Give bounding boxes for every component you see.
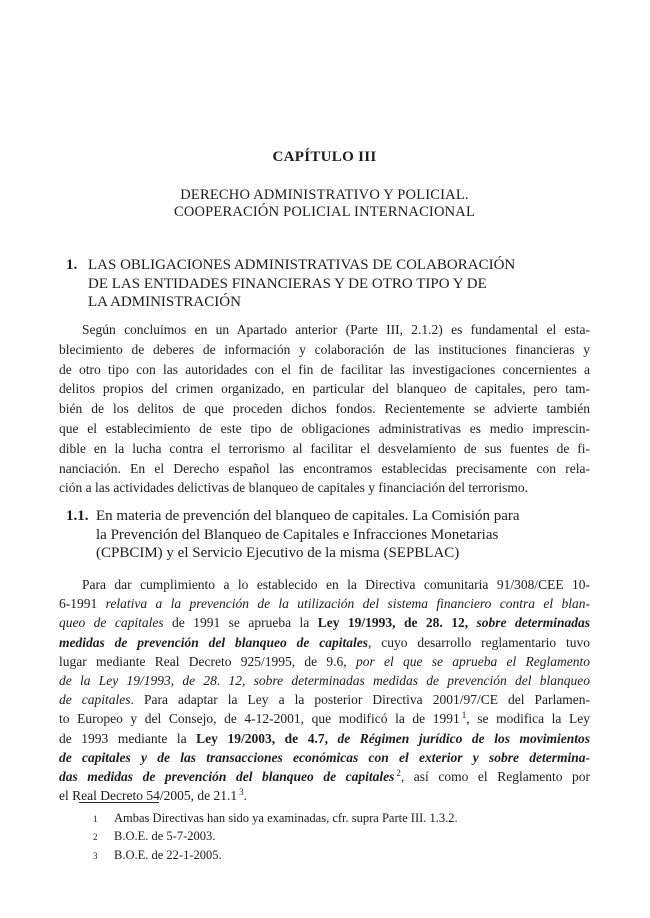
section-1-heading-text [88,256,590,312]
footnote-separator-rule [79,802,159,803]
text-line [59,320,590,340]
text-line [59,652,590,671]
text-line [59,613,590,632]
text-line [59,459,590,479]
footnotes-block [59,809,590,864]
text-segment: bién de los delitos de que proceden dichos fondos. Recientemente se advierte también [59,401,590,417]
text-line [59,187,590,204]
footnote-text: B.O.E. de 22-1-2005. [114,847,222,862]
text-line [59,729,590,748]
text-segment: lugar mediante Real Decreto 925/1995, de 9.6, [59,653,356,669]
text-line [96,507,590,526]
section-1-1-heading-text [96,507,590,563]
text-segment: . Para adaptar la Ley a la posterior Directiva 2001/97/CE del Parlamen- [130,692,591,708]
text-line [59,379,590,399]
text-segment: Ley 19/1993, de 28. 12, [317,615,477,631]
text-line [59,594,590,613]
footnote-number: 1 [93,814,98,824]
text-segment: En materia de prevención del blanqueo de capitales. La Comisión para [96,508,520,524]
text-segment: Ley 19/2003, de 4.7, [196,730,338,746]
text-segment: nanciación. En el Derecho español las encontramos establecidas precisamente con rela- [59,460,590,476]
text-segment: que el establecimiento de este tipo de obligaciones administrativas es medio imprescin- [59,420,590,436]
text-segment: blecimiento de deberes de información y colaboración de las instituciones financieras y [59,341,590,357]
text-segment: medidas de prevención del blanqueo de capitales [59,634,368,650]
footnote [59,846,590,864]
text-line [96,526,590,545]
text-line [59,748,590,767]
footnote-text: B.O.E. de 5-7-2003. [114,829,216,844]
section-1-1-number: 1.1. [66,508,89,524]
chapter-heading: CAPÍTULO III [272,149,377,165]
text-line [59,439,590,459]
text-segment: dible en la lucha contra el terrorismo al facilitar el desvelamiento de sus fuentes de fi- [59,440,590,456]
text-segment: , cuyo desarrollo reglamentario tuvo [367,634,591,650]
text-segment: la Prevención del Blanqueo de Capitales e Infracciones Monetarias [96,526,499,543]
text-segment: (CPBCIM) y el Servicio Ejecutivo de la misma (SEPBLAC) [96,545,460,561]
text-line [59,709,590,728]
text-line [59,575,590,594]
text-segment: por el que se aprueba el Reglamento [355,653,591,669]
text-line [59,690,590,709]
text-segment: Para dar cumplimiento a lo establecido en la Directiva comunitaria 91/308/CEE 10- [82,577,590,592]
text-line [59,671,590,690]
chapter-title [59,187,590,221]
text-line [59,419,590,439]
text-line [59,767,590,786]
footnote [59,827,590,845]
text-segment: . [243,788,247,804]
paragraph-2 [59,575,590,805]
text-segment: de otro tipo con las autoridades con el fin de facilitar las investigaciones concernientes a [59,361,590,377]
text-segment: de Régimen jurídico de los movimientos [337,730,590,746]
text-segment: LA ADMINISTRACIÓN [88,294,241,310]
text-line [59,478,590,498]
text-segment: de 1993 mediante la [59,730,197,746]
text-segment: DERECHO ADMINISTRATIVO Y POLICIAL. [180,187,469,203]
section-1-heading [59,256,590,312]
text-segment: COOPERACIÓN POLICIAL INTERNACIONAL [173,204,476,220]
text-segment: relativa a la prevención de la utilización del sistema financiero contra el blan- [105,596,591,612]
footnote [59,809,590,827]
text-line [59,340,590,360]
text-segment: sobre determinadas [476,615,590,631]
text-segment: , se modifica la Ley [466,711,590,727]
section-1-1-heading [59,507,590,563]
text-line [59,360,590,380]
footnote-marker: 2 [396,767,401,778]
footnote-marker: 3 [239,786,244,797]
text-segment: LAS OBLIGACIONES ADMINISTRATIVAS DE COLABORACIÓN [88,257,516,273]
text-line [96,544,590,563]
text-segment: to Europeo y del Consejo, de 4-12-2001, que modificó la de 1991 [59,711,460,727]
text-segment: de capitales y de las transacciones económicas con el exterior y sobre determina- [59,749,590,765]
footnote-number: 2 [93,832,98,843]
text-segment: das medidas de prevención del blanqueo de capitales [59,769,395,785]
text-segment: , así como el Reglamento por [400,769,590,785]
section-1-number: 1. [66,257,78,273]
text-line [88,256,590,275]
text-line [88,293,590,312]
text-segment: DE LAS ENTIDADES FINANCIERAS Y DE OTRO TIPO Y DE [88,275,487,292]
text-segment: ción a las actividades delictivas de blanqueo de capitales y financiación del terrorismo. [59,480,528,496]
text-line [59,399,590,419]
text-segment: de 1991 se aprueba la [163,615,318,631]
text-segment: Según concluimos en un Apartado anterior (Parte III, 2.1.2) es fundamental el esta- [82,322,590,337]
footnote-number: 3 [93,850,98,861]
text-segment: delitos propios del crimen organizado, en particular del blanqueo de capitales, pero tam- [59,381,590,397]
text-segment: queo de capitales [59,615,164,631]
footnote-marker: 1 [461,709,467,720]
text-line [88,275,590,294]
text-line [59,633,590,652]
text-segment: el Real Decreto 54/2005, de 21.1 [59,788,238,804]
text-line [59,204,590,221]
text-segment: de capitales [59,692,131,708]
footnote-text: Ambas Directivas han sido ya examinadas, cfr. supra Parte III. 1.3.2. [114,811,458,825]
text-segment: de la Ley 19/1993, de 28. 12, sobre determinadas medidas de prevención del blanqueo [59,673,590,689]
paragraph-1 [59,320,590,498]
text-segment: 6-1991 [59,596,106,612]
